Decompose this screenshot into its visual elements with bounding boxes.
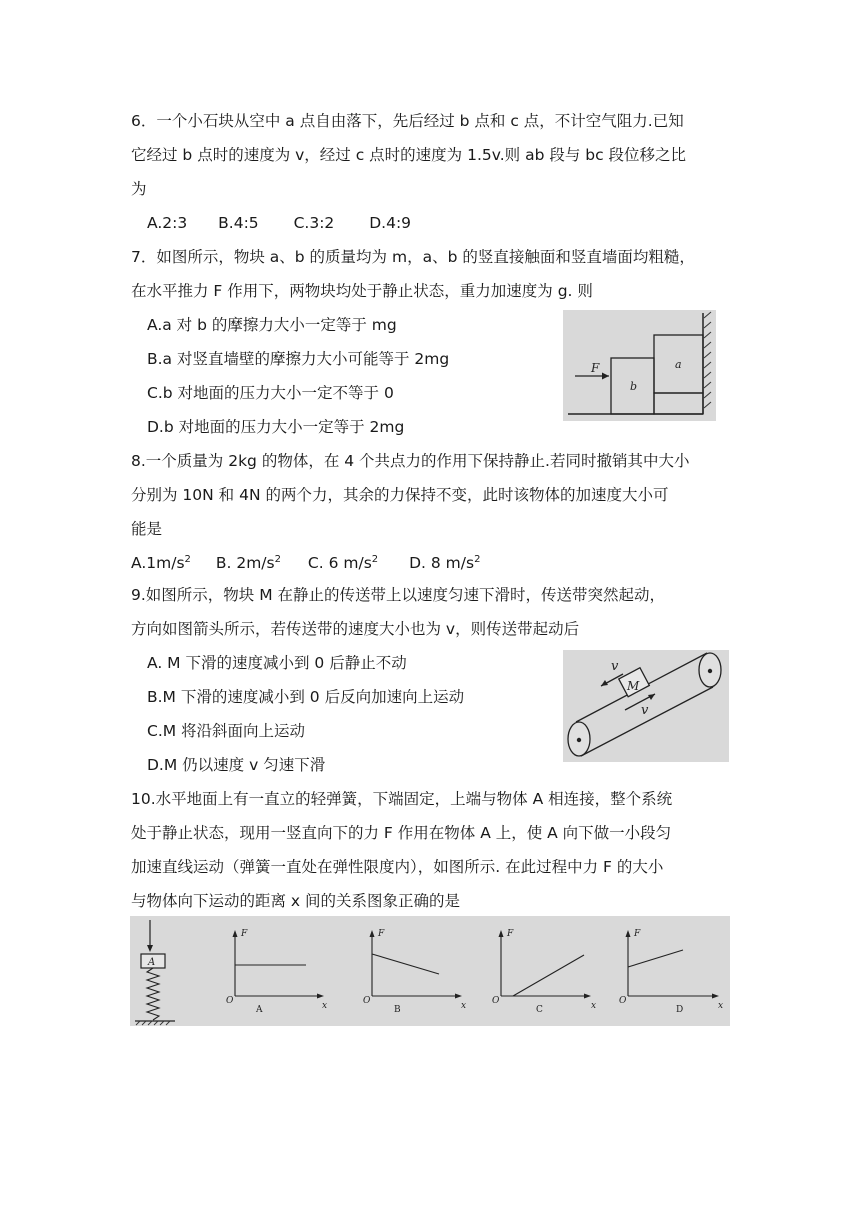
q9-option-d: D.M 仍以速度 v 匀速下滑 [147,756,326,774]
graph-b-label: B [394,1005,401,1015]
q9-line-1: 9.如图所示，物块 M 在静止的传送带上以速度匀速下滑时，传送带突然起动， [131,586,666,604]
q9-figure-drawing [563,650,729,762]
q6-options [147,213,411,233]
svg-text:O: O [492,996,500,1006]
graph-a-label: A [256,1005,263,1015]
graph-d [619,929,723,1015]
q7-figure [563,310,716,421]
svg-text:F: F [634,929,641,939]
q9-option-a: A. M 下滑的速度减小到 0 后静止不动 [147,654,407,672]
svg-text:x: x [461,1001,467,1011]
q10-line-1: 10.水平地面上有一直立的轻弹簧，下端固定，上端与物体 A 相连接，整个系统 [131,790,673,808]
velocity-label-block: v [611,659,619,674]
force-arrow-head [602,373,609,380]
q10-line-3: 加速直线运动（弹簧一直处在弹性限度内），如图所示. 在此过程中力 F 的大小 [131,858,664,876]
q10-line-2: 处于静止状态，现用一竖直向下的力 F 作用在物体 A 上，使 A 向下做一小段匀 [131,824,672,842]
q6-option-a: A.2:3 [147,214,188,232]
belt-bottom-edge [581,687,713,756]
q8-option-a: $A.1m/s^2$ [131,553,191,572]
q7-option-b: B.a 对竖直墙壁的摩擦力大小可能等于 2mg [147,350,450,368]
q8-option-d: D. 8 $m/s^2$ [409,553,481,572]
q7-figure-drawing [563,310,716,421]
q8-option-b: B. $2m/s^2$ [215,553,281,572]
svg-text:x: x [718,1001,724,1011]
graph-a [226,929,327,1015]
svg-text:x: x [322,1001,328,1011]
svg-text:F: F [241,929,248,939]
q8-line-1: 8.一个质量为 2kg 的物体，在 4 个共点力的作用下保持静止.若同时撤销其中大小 [131,452,690,470]
q6-option-c: C.3:2 [293,214,335,232]
block-b-label: b [630,380,638,393]
q9-figure [563,650,729,762]
spring [147,968,159,1020]
q8-option-c: C. 6 $m/s^2$ [307,553,379,572]
spring-block-label: A [148,957,156,968]
svg-text:F: F [378,929,385,939]
q7-line-2: 在水平推力 F 作用下，两物块均处于静止状态，重力加速度为 g. 则 [131,282,593,300]
velocity-label-belt: v [641,703,649,718]
graph-c-line [513,955,584,996]
svg-text:O: O [226,996,234,1006]
q8-line-3: 能是 [131,520,163,538]
svg-text:O: O [363,996,371,1006]
svg-text:O: O [619,996,627,1006]
q10-figure-drawing [130,916,730,1026]
q9-line-2: 方向如图箭头所示，若传送带的速度大小也为 v，则传送带起动后 [131,620,580,638]
force-label: F [591,361,600,375]
q6-line-3: 为 [131,180,147,198]
graph-d-line [628,950,683,967]
q8-line-2: 分别为 10N 和 4N 的两个力，其余的力保持不变，此时该物体的加速度大小可 [131,486,669,504]
q10-line-4: 与物体向下运动的距离 x 间的关系图象正确的是 [131,892,461,910]
q8-options [131,553,480,573]
q6-option-d: D.4:9 [369,214,412,232]
q9-option-b: B.M 下滑的速度减小到 0 后反向加速向上运动 [147,688,465,706]
svg-text:x: x [591,1001,597,1011]
q7-line-1: 7．如图所示，物块 a、b 的质量均为 m，a、b 的竖直接触面和竖直墙面均粗糙， [131,248,695,266]
graph-b [363,929,466,1015]
q6-option-b: B.4:5 [218,214,259,232]
graph-c [492,929,596,1015]
graph-b-line [372,954,439,974]
q6-line-2: 它经过 b 点时的速度为 v，经过 c 点时的速度为 1.5v.则 ab 段与 bc 段位移之比 [131,146,687,164]
block-m-label: M [627,679,640,693]
q6-line-1: 6．一个小石块从空中 a 点自由落下，先后经过 b 点和 c 点，不计空气阻力.已知 [131,112,684,130]
block-support [654,393,703,414]
graph-c-label: C [536,1005,543,1015]
block-a-label: a [675,358,682,371]
q10-figure [130,916,730,1026]
q7-option-d: D.b 对地面的压力大小一定等于 2mg [147,418,405,436]
svg-text:F: F [507,929,514,939]
graph-d-label: D [676,1005,684,1015]
q7-option-c: C.b 对地面的压力大小一定不等于 0 [147,384,394,402]
q7-option-a: A.a 对 b 的摩擦力大小一定等于 mg [147,316,397,334]
q9-option-c: C.M 将沿斜面向上运动 [147,722,306,740]
